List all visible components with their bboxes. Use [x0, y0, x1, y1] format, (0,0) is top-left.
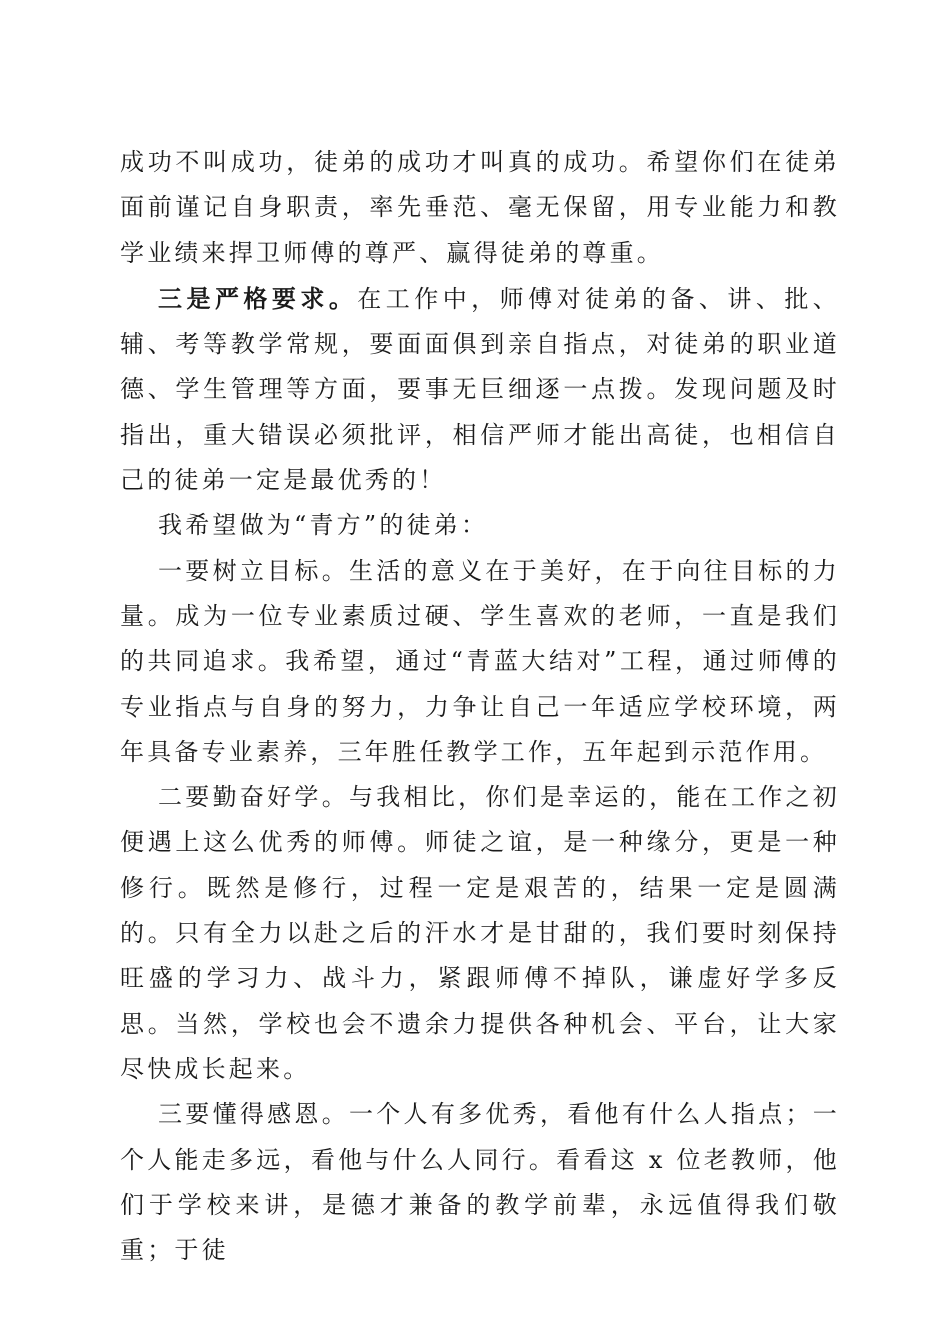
paragraph-diligent-study: 二要勤奋好学。与我相比，你们是幸运的，能在工作之初便遇上这么优秀的师傅。师徒之谊，是一种缘分，更是一种修行。既然是修行，过程一定是艰苦的，结果一定是圆满的。只有全力以赴之后的汗水才是甘甜的，我们要时刻保持旺盛的学习力、战斗力，紧跟师傅不掉队，谦虚好学多反思。当然，学校也会不遗余力提供各种机会、平台，让大家尽快成长起来。 — [120, 783, 840, 1083]
paragraph-continuation: 成功不叫成功，徒弟的成功才叫真的成功。希望你们在徒弟面前谨记自身职责，率先垂范、毫无保留，用专业能力和教学业绩来捍卫师傅的尊严、赢得徒弟的尊重。 — [120, 148, 840, 267]
paragraph-set-goals: 一要树立目标。生活的意义在于美好，在于向往目标的力量。成为一位专业素质过硬、学生喜欢的老师，一直是我们的共同追求。我希望，通过“青蓝大结对”工程，通过师傅的专业指点与自身的努力，力争让自己一年适应学校环境，两年具备专业素养，三年胜任教学工作，五年起到示范作用。 — [120, 556, 840, 766]
paragraph-apprentice-intro: 我希望做为“青方”的徒弟： — [158, 511, 489, 540]
paragraph-strict-requirements — [120, 276, 840, 503]
paragraph-gratitude: 三要懂得感恩。一个人有多优秀，看他有什么人指点；一个人能走多远，看他与什么人同行。看看这 x 位老教师，他们于学校来讲，是德才兼备的教学前辈，永远值得我们敬重；于徒 — [120, 1100, 840, 1265]
paragraph-lead-heading: 三是严格要求。 — [158, 283, 358, 313]
paragraph-body: 在工作中，师傅对徒弟的备、讲、批、辅、考等教学常规，要面面俱到亲自指点，对徒弟的职业道德、学生管理等方面，要事无巨细逐一点拨。发现问题及时指出，重大错误必须批评，相信严师才能出高徒，也相信自己的徒弟一定是最优秀的！ — [120, 284, 840, 495]
document-body — [120, 140, 840, 1273]
